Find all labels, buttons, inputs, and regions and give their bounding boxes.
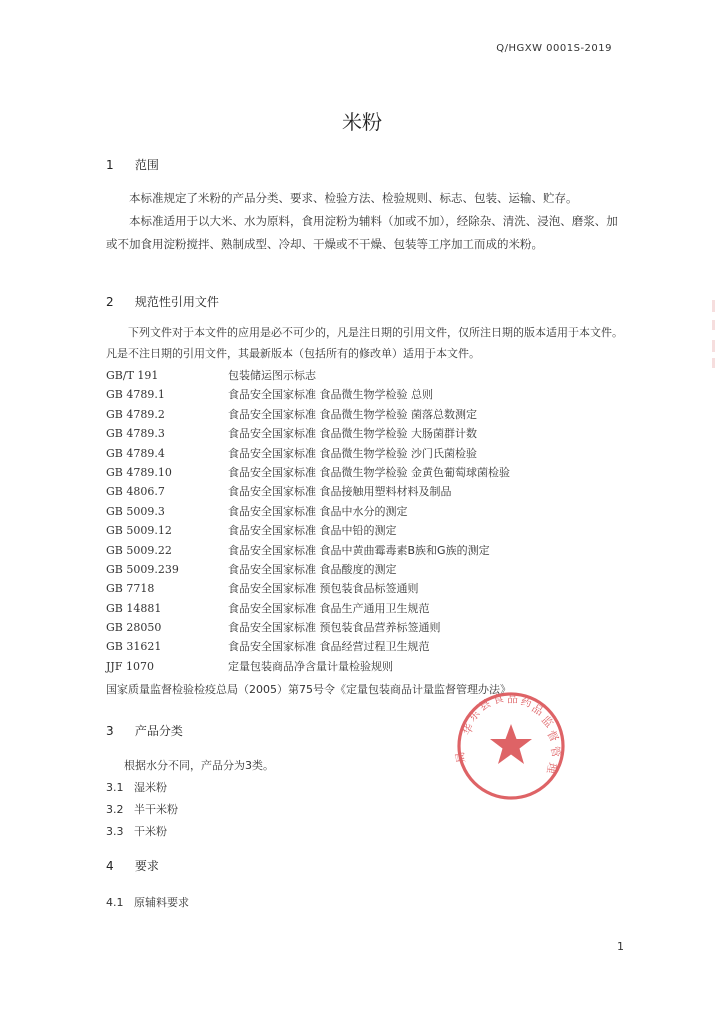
reference-title: 食品安全国家标准 食品微生物学检验 沙门氏菌检验	[228, 446, 477, 460]
reference-title: 食品安全国家标准 食品中黄曲霉毒素B族和G族的测定	[228, 543, 490, 557]
reference-code: GB 4789.2	[106, 407, 165, 421]
reference-title: 包装储运图示标志	[228, 369, 316, 382]
svg-text:管: 管	[548, 745, 563, 759]
svg-text:药: 药	[519, 694, 534, 710]
reference-row	[106, 579, 626, 598]
reference-title: 食品安全国家标准 预包装食品标签通则	[228, 582, 419, 596]
reference-row	[106, 463, 626, 482]
item-label: 半干米粉	[134, 803, 178, 816]
reference-title: 食品安全国家标准 食品中水分的测定	[228, 504, 408, 518]
reference-code: GB 5009.12	[106, 524, 172, 538]
reference-title: 定量包装商品净含量计量检验规则	[228, 659, 393, 673]
classification-item	[106, 779, 167, 795]
reference-row	[106, 405, 626, 424]
svg-text:品: 品	[507, 692, 518, 705]
reference-title: 食品安全国家标准 食品微生物学检验 大肠菌群计数	[228, 427, 477, 441]
section-number: 3	[106, 724, 114, 738]
requirement-4-1	[106, 894, 189, 910]
svg-text:食: 食	[491, 691, 506, 707]
section-number: 1	[106, 158, 114, 172]
reference-row	[106, 618, 626, 637]
reference-row	[106, 502, 626, 521]
reference-title: 食品安全国家标准 食品中铅的测定	[228, 524, 397, 538]
item-label: 干米粉	[134, 825, 167, 838]
reference-row	[106, 444, 626, 463]
reference-title: 食品安全国家标准 食品接触用塑料材料及制品	[228, 485, 452, 499]
svg-text:督: 督	[544, 728, 561, 745]
section-label: 规范性引用文件	[134, 295, 219, 309]
section-3-heading	[106, 722, 183, 739]
star-icon	[490, 724, 532, 764]
classification-item	[106, 823, 167, 839]
reference-row	[106, 482, 626, 501]
reference-row	[106, 560, 626, 579]
reference-row	[106, 521, 626, 540]
svg-text:华: 华	[460, 721, 477, 738]
reference-row	[106, 637, 626, 656]
reference-code: GB 28050	[106, 621, 162, 635]
reference-title: 食品安全国家标准 食品微生物学检验 金黄色葡萄球菌检验	[228, 465, 510, 479]
reference-code: GB 4789.10	[106, 465, 172, 479]
item-number: 3.3	[106, 825, 124, 838]
svg-text:局: 局	[453, 750, 468, 764]
reference-row	[106, 424, 626, 443]
section-number: 2	[106, 295, 114, 309]
item-number: 4.1	[106, 896, 124, 909]
scope-paragraph-2: 本标准适用于以大米、水为原料，食用淀粉为辅料（加或不加），经除杂、清洗、浸泡、磨浆、加或不加食用淀粉搅拌、熟制成型、冷却、干燥或不干燥、包装等工序加工而成的米粉。	[106, 214, 618, 251]
item-label: 原辅料要求	[134, 896, 189, 909]
classification-intro: 根据水分不同，产品分为3类。	[124, 759, 274, 772]
document-code: Q/HGXW 0001S-2019	[496, 43, 612, 54]
reference-title: 食品安全国家标准 食品经营过程卫生规范	[228, 640, 430, 654]
svg-text:县: 县	[476, 696, 493, 714]
classification-item	[106, 801, 178, 817]
regulation-reference: 国家质量监督检验检疫总局（2005）第75号令《定量包装商品计量监督管理办法》	[106, 683, 511, 696]
reference-code: GB 31621	[106, 640, 162, 654]
reference-title: 食品安全国家标准 预包装食品营养标签通则	[228, 621, 441, 635]
section-label: 要求	[134, 859, 159, 873]
page-title: 米粉	[342, 110, 382, 134]
section-label: 产品分类	[134, 724, 183, 738]
section-2-heading	[106, 293, 219, 310]
reference-title: 食品安全国家标准 食品微生物学检验 菌落总数测定	[228, 407, 477, 421]
reference-title: 食品安全国家标准 食品微生物学检验 总则	[228, 388, 433, 402]
page-number: 1	[617, 940, 624, 953]
section-label: 范围	[134, 158, 159, 172]
svg-text:监: 监	[538, 713, 556, 731]
reference-row	[106, 541, 626, 560]
reference-list	[106, 366, 626, 676]
item-number: 3.1	[106, 781, 124, 794]
reference-row	[106, 657, 626, 676]
item-label: 湿米粉	[134, 781, 167, 794]
reference-code: GB 14881	[106, 601, 162, 615]
reference-row	[106, 366, 626, 385]
reference-code: GB/T 191	[106, 369, 159, 382]
section-1-heading	[106, 156, 159, 173]
reference-code: GB 5009.22	[106, 543, 172, 557]
item-number: 3.2	[106, 803, 124, 816]
reference-code: GB 7718	[106, 582, 155, 596]
svg-text:理: 理	[544, 761, 559, 775]
reference-code: GB 4789.1	[106, 388, 165, 402]
official-seal-stamp	[455, 690, 567, 802]
section-number: 4	[106, 859, 114, 873]
reference-code: JJF 1070	[106, 659, 154, 673]
reference-row	[106, 385, 626, 404]
svg-text:东: 东	[465, 707, 483, 725]
reference-title: 食品安全国家标准 食品酸度的测定	[228, 562, 397, 576]
edge-stamp-mark	[710, 300, 720, 370]
reference-code: GB 4789.4	[106, 446, 165, 460]
svg-text:品: 品	[529, 701, 546, 719]
references-intro: 下列文件对于本文件的应用是必不可少的，凡是注日期的引用文件，仅所注日期的版本适用于本文件。凡是不注日期的引用文件，其最新版本（包括所有的修改单）适用于本文件。	[106, 326, 623, 360]
reference-code: GB 4806.7	[106, 485, 165, 499]
scope-paragraph-1: 本标准规定了米粉的产品分类、要求、检验方法、检验规则、标志、包装、运输、贮存。	[129, 191, 578, 205]
reference-code: GB 4789.3	[106, 427, 165, 441]
reference-code: GB 5009.3	[106, 504, 165, 518]
reference-code: GB 5009.239	[106, 562, 179, 576]
reference-title: 食品安全国家标准 食品生产通用卫生规范	[228, 601, 430, 615]
section-4-heading	[106, 857, 159, 874]
reference-row	[106, 599, 626, 618]
